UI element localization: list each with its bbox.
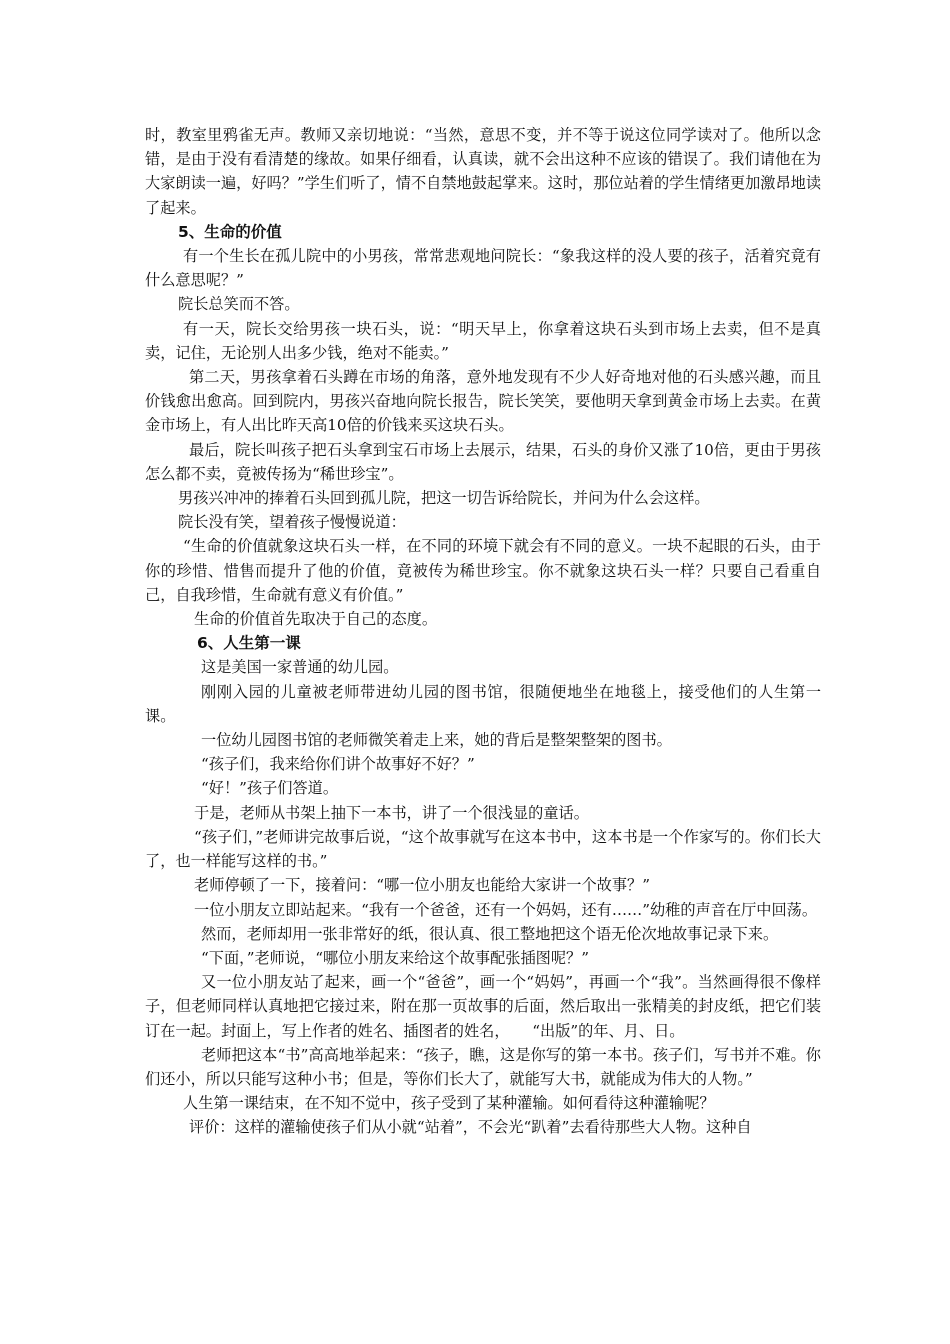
paragraph: 这是美国一家普通的幼儿园。 — [201, 658, 399, 677]
paragraph-classroom-ending: 时，教室里鸦雀无声。教师又亲切地说：“当然，意思不变，并不等于说这位同学读对了。他所以念错，是由于没有看清楚的缘故。如果仔细看，认真读，就不会出这种不应该的错误了。我们请他在为大家朗读一遍，好吗？”学生们听了，情不自禁地鼓起掌来。这时，那位站着的学生情绪更加激昂地读了起来。 — [145, 126, 822, 217]
document-body — [145, 123, 821, 1140]
paragraph: 人生第一课结束，在不知不觉中，孩子受到了某种灌输。如何看待这种灌输呢？ — [183, 1094, 715, 1113]
section-heading-5: 5、生命的价值 — [178, 222, 282, 241]
paragraph: 刚刚入园的儿童被老师带进幼儿园的图书馆，很随便地坐在地毯上，接受他们的人生第一课。 — [145, 682, 821, 725]
paragraph: 老师停顿了一下，接着问：“哪一位小朋友也能给大家讲一个故事？” — [194, 876, 650, 895]
paragraph: 第二天，男孩拿着石头蹲在市场的角落，意外地发现有不少人好奇地对他的石头感兴趣，而且价钱愈出愈高。回到院内，男孩兴奋地向院长报告，院长笑笑，要他明天拿到黄金市场上去卖。在黄金市场上，有人出比昨天高10倍的价钱来买这块石头。 — [145, 368, 821, 435]
paragraph: 于是，老师从书架上抽下一本书，讲了一个很浅显的童话。 — [194, 803, 589, 822]
paragraph: 男孩兴冲冲的捧着石头回到孤儿院，把这一切告诉给院长，并问为什么会这样。 — [178, 489, 710, 508]
section-heading-6: 6、人生第一课 — [197, 634, 301, 653]
paragraph: 生命的价值首先取决于自己的态度。 — [194, 610, 437, 629]
paragraph: 院长总笑而不答。 — [178, 295, 300, 314]
paragraph: “下面，”老师说，“哪位小朋友来给这个故事配张插图呢？” — [201, 948, 589, 967]
paragraph: “好！”孩子们答道。 — [201, 779, 339, 798]
paragraph: 最后，院长叫孩子把石头拿到宝石市场上去展示，结果，石头的身价又涨了10倍，更由于男孩怎么都不卖，竟被传扬为“稀世珍宝”。 — [145, 440, 821, 483]
paragraph: “孩子们，”老师讲完故事后说，“这个故事就写在这本书中，这本书是一个作家写的。你们长大了，也一样能写这样的书。” — [145, 827, 821, 871]
paragraph: 然而，老师却用一张非常好的纸，很认真、很工整地把这个语无伦次地故事记录下来。 — [201, 924, 779, 943]
paragraph: 一位小朋友立即站起来。“我有一个爸爸，还有一个妈妈，还有……”幼稚的声音在厅中回荡。 — [194, 900, 818, 919]
paragraph: 老师把这本“书”高高地举起来：“孩子，瞧，这是你写的第一本书。孩子们，写书并不难。你们还小，所以只能写这种小书；但是，等你们长大了，就能写大书，就能成为伟大的人物。” — [145, 1045, 821, 1088]
paragraph: 院长没有笑，望着孩子慢慢说道： — [178, 513, 406, 532]
paragraph: 有一天，院长交给男孩一块石头，说：“明天早上，你拿着这块石头到市场上去卖，但不是真卖，记住，无论别人出多少钱，绝对不能卖。” — [145, 319, 821, 362]
paragraph-evaluation: 评价：这样的灌输使孩子们从小就“站着”，不会光“趴着”去看待那些大人物。这种自 — [189, 1118, 752, 1137]
paragraph: 有一个生长在孤儿院中的小男孩，常常悲观地问院长：“象我这样的没人要的孩子，活着究竟有什么意思呢？” — [145, 247, 821, 290]
paragraph: 又一位小朋友站了起来，画一个“爸爸”，画一个“妈妈”，再画一个“我”。当然画得很不像样子，但老师同样认真地把它接过来，附在那一页故事的后面，然后取出一张精美的封皮纸，把它们装订在一起。封面上，写上作者的姓名、插图者的姓名， “出版”的年、月、日。 — [145, 973, 821, 1040]
paragraph: “孩子们，我来给你们讲个故事好不好？” — [201, 755, 475, 774]
paragraph: 一位幼儿园图书馆的老师微笑着走上来，她的背后是整架整架的图书。 — [201, 731, 672, 750]
paragraph-quote: “生命的价值就象这块石头一样，在不同的环境下就会有不同的意义。一块不起眼的石头，由于你的珍惜、惜售而提升了他的价值，竟被传为稀世珍宝。你不就象这块石头一样？只要自己看重自己，自我珍惜，生命就有意义有价值。” — [145, 537, 821, 604]
